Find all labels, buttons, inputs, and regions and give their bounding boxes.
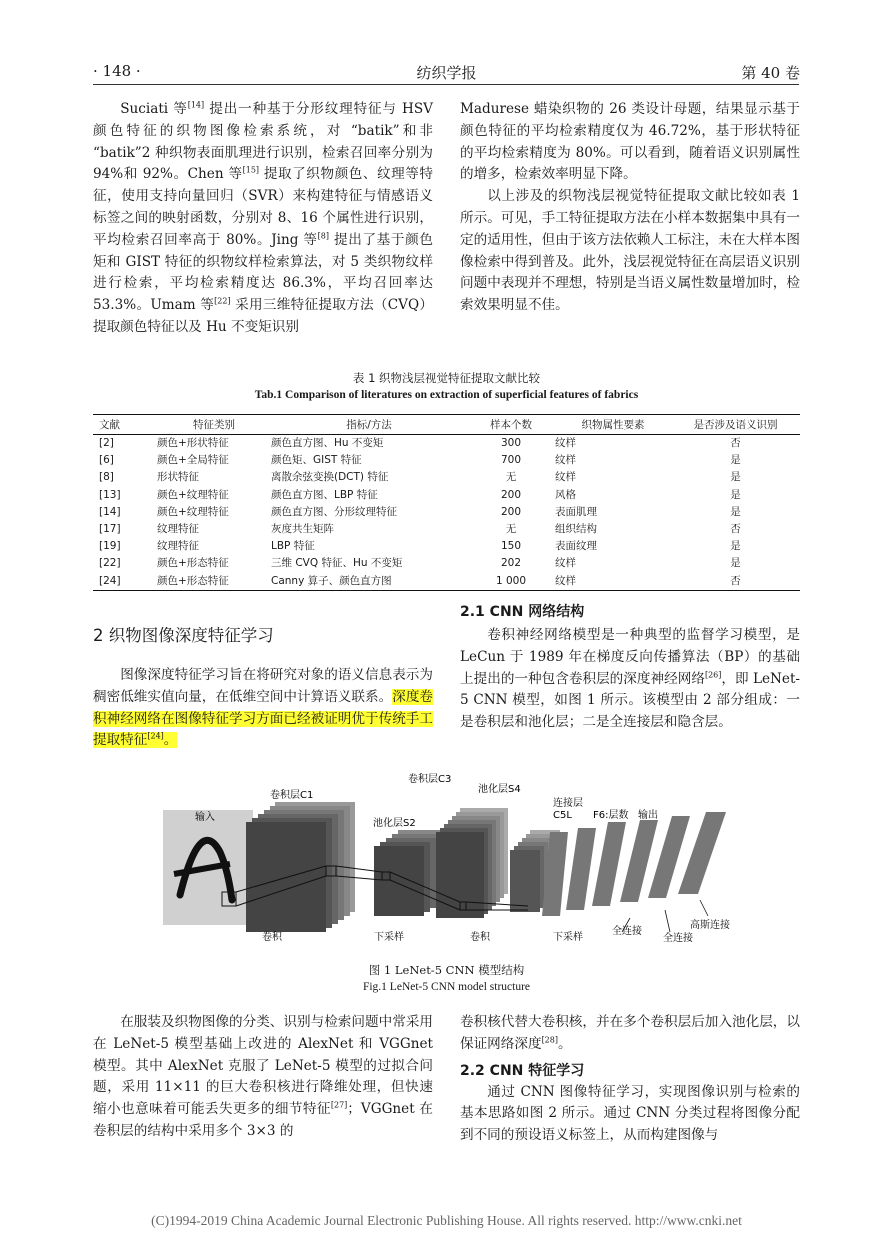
subsection-title: 2.1 CNN 网络结构 [460,604,585,620]
table-cell: 纹理特征 [157,523,199,536]
table-cell: 纹样 [555,573,671,591]
figure-caption-en: Fig.1 LeNet-5 CNN model structure [362,981,531,993]
table-cell: 纹理特征 [157,540,199,553]
label-gauss: 高斯连接 [690,920,730,931]
c3-feature-maps [436,808,508,918]
bottom-left-body [93,1012,433,1143]
table-cell: 300 [500,437,522,449]
label-f6: F6:层数 [593,810,629,821]
body-paragraph: Suciati 等[14] 提出一种基于分形纹理特征与 HSV 颜色特征的织物图像检索系统，对 “batik”和非 “batik”2 种织物表面肌理进行识别，检索召回率分别为 94%和 92%。Chen 等[15] 提取了织物颜色、纹理等特征，使用支持向量回归（SVR）来构建特征与情感语义标签之间的映射函数，分别对 8、16 个属性进行识别，平均检索召回率高于 80%。Jing 等[8] 提出了基于颜色矩和 GIST 特征的织物纹样检索算法，对 5 类织物纹样进行检索，平均检索精度达 86.3%，平均召回率达 53.3%。Umam 等[22] 采用三维特征提取方法（CVQ）提取颜色特征以及 Hu 不变矩识别 [93,100,433,335]
comparison-table [93,414,800,591]
table-cell: 颜色直方图、LBP 特征 [271,488,378,501]
table-cell: [8] [99,471,114,484]
table-cell: 形状特征 [157,471,199,484]
table-cell: 纹样 [555,557,576,570]
table-cell: [19] [99,540,121,553]
label-output: 输出 [638,810,658,821]
label-fc2: 全连接 [663,933,693,944]
body-paragraph: 通过 CNN 图像特征学习，实现图像识别与检索的基本思路如图 2 所示。通过 CNN 分类过程将图像分配到不同的预设语义标签上，从而构建图像与 [460,1083,800,1144]
table-cell: 颜色+纹理特征 [157,505,229,518]
highlighted-text: 深度卷积神经网络在图像特征学习方面已经被证明优于传统手工提取特征[24]。 [93,688,434,749]
c1-feature-maps [246,802,355,932]
table-cell: 700 [500,454,522,467]
volume: 第 40 卷 [741,64,800,82]
table-cell: 200 [500,488,522,501]
table-cell: [14] [99,505,121,518]
section-title: 2 织物图像深度特征学习 [93,626,274,645]
table-row [93,538,800,555]
table-row [93,435,800,453]
table-cell: 否 [730,523,741,536]
label-conv1: 卷积 [262,932,282,943]
table-cell: 颜色直方图、Hu 不变矩 [271,437,384,449]
body-paragraph: Madurese 蜡染织物的 26 类设计母题，结果显示基于颜色特征的平均检索精度仅为 46.72%，基于形状特征的平均检索精度为 80%。可以看到，随着语义识别属性的增多，检索效率明显下降。 [460,101,800,183]
table-cell: 否 [730,437,741,449]
body-paragraph: 以上涉及的织物浅层视觉特征提取文献比较如表 1 所示。可见，手工特征提取方法在小样本数据集中具有一定的适用性，但由于该方法依赖人工标注，未在大样本图像检索中得到普及。此外，浅层视觉特征在高层语义识别问题中表现并不理想，特别是当语义属性数量增加时，检索效果明显不佳。 [460,188,800,314]
table-cell: 无 [505,523,517,536]
table-cell: 纹样 [555,437,576,449]
label-s4: 池化层S4 [478,784,521,795]
table-header-row [93,415,800,435]
table-header-cell: 样本个数 [467,415,555,435]
page-number: · 148 · [93,62,141,80]
table-cell: 150 [500,540,522,553]
section21-body [460,625,800,734]
table-cell: 是 [730,454,741,467]
table-row [93,452,800,469]
table-row [93,487,800,504]
journal-name: 纺织学报 [416,64,477,82]
label-c3: 卷积层C3 [408,774,452,785]
table-cell: [17] [99,523,121,536]
table-header-cell: 特征类别 [157,415,271,435]
table-row [93,469,800,486]
section2-body [93,665,433,752]
label-c1: 卷积层C1 [270,790,314,801]
table-caption-en: Tab.1 Comparison of literatures on extraction of superficial features of fabrics [254,389,639,401]
right-column-top [460,99,800,317]
body-paragraph: 卷积核代替大卷积核，并在多个卷积层后加入池化层，以保证网络深度[28]。 [460,1014,800,1052]
table-header-cell: 指标/方法 [271,415,467,435]
label-subsample1: 下采样 [374,932,404,943]
label-c5: 连接层 [553,798,583,809]
table-cell: 无 [505,471,517,484]
table-cell: 纹样 [555,454,576,467]
table-header-cell: 织物属性要素 [555,415,671,435]
body-paragraph: 图像深度特征学习旨在将研究对象的语义信息表示为稠密低维实值向量，在低维空间中计算语义联系。深度卷积神经网络在图像特征学习方面已经被证明优于传统手工提取特征[24]。 [93,667,434,749]
table-row [93,555,800,572]
table-row [93,521,800,538]
left-column-top [93,99,433,339]
table-cell: 是 [730,557,741,570]
table-row [93,573,800,591]
lenet-diagram [160,770,740,950]
table-cell: 202 [500,557,522,570]
table-header-cell: 文献 [93,415,157,435]
table-cell: 颜色直方图、分形纹理特征 [271,505,397,518]
table-cell: 灰度共生矩阵 [271,523,334,536]
table-cell: LBP 特征 [271,540,315,553]
subsection-title: 2.2 CNN 特征学习 [460,1062,585,1079]
table-cell: 1 000 [467,573,555,591]
table-cell: 颜色+纹理特征 [157,488,229,501]
table-cell: 表面纹理 [555,540,597,553]
table-cell: 离散余弦变换(DCT) 特征 [271,471,389,484]
table-cell: [2] [99,437,114,449]
table-cell: Canny 算子、颜色直方图 [271,573,467,591]
table-cell: [22] [99,557,121,570]
table-cell: 颜色+形状特征 [157,437,229,449]
label-conv2: 卷积 [470,932,490,943]
table-cell: 否 [671,573,800,591]
table-cell: 三维 CVQ 特征、Hu 不变矩 [271,557,403,570]
copyright-footer: (C)1994-2019 China Academic Journal Electronic Publishing House. All rights reserved. http://www.cnki.net [151,1213,742,1228]
table-cell: 颜色矩、GIST 特征 [271,454,362,467]
table-cell: 是 [730,471,741,484]
figure-caption-cn: 图 1 LeNet-5 CNN 模型结构 [368,963,525,977]
table-cell: 表面肌理 [555,505,597,518]
table-row [93,504,800,521]
table-cell: 是 [730,505,741,518]
bottom-right-body [460,1012,800,1147]
label-c5l: C5L [553,810,572,821]
table-cell: [13] [99,488,121,501]
table-cell: 200 [500,505,522,518]
body-paragraph: 卷积神经网络模型是一种典型的监督学习模型，是 LeCun 于 1989 年在梯度反向传播算法（BP）的基础上提出的一种包含卷积层的深度神经网络[26]，即 LeNet-5 CNN 模型，如图 1 所示。该模型由 2 部分组成：一是卷积层和池化层；二是全连接层和隐含层。 [460,627,801,731]
table-cell: 是 [730,540,741,553]
table-cell: [24] [93,573,157,591]
label-fc1: 全连接 [612,926,642,937]
table-cell: 风格 [555,488,576,501]
table-cell: 颜色+形态特征 [157,557,229,570]
table-cell: 组织结构 [555,523,597,536]
fully-connected-stripes [542,812,726,916]
label-subsample2: 下采样 [553,932,583,943]
table-cell: 纹样 [555,471,576,484]
label-input: 输入 [195,812,215,823]
table-cell: 是 [730,488,741,501]
table-caption-cn: 表 1 织物浅层视觉特征提取文献比较 [352,371,541,385]
table-cell: 颜色+形态特征 [157,573,271,591]
header-rule [93,84,799,85]
table-header-cell: 是否涉及语义识别 [671,415,800,435]
table-cell: [6] [99,454,114,467]
label-s2: 池化层S2 [373,818,416,829]
body-paragraph: 在服装及织物图像的分类、识别与检索问题中常采用在 LeNet-5 模型基础上改进的 AlexNet 和 VGGnet 模型。其中 AlexNet 克服了 LeNet-5 模型的过拟合问题，采用 11×11 的巨大卷积核进行降维处理，但快速缩小也意味着可能丢失更多的细节特征[27]；VGGnet 在卷积层的结构中采用多个 3×3 的 [93,1014,434,1139]
table-cell: 颜色+全局特征 [157,454,229,467]
